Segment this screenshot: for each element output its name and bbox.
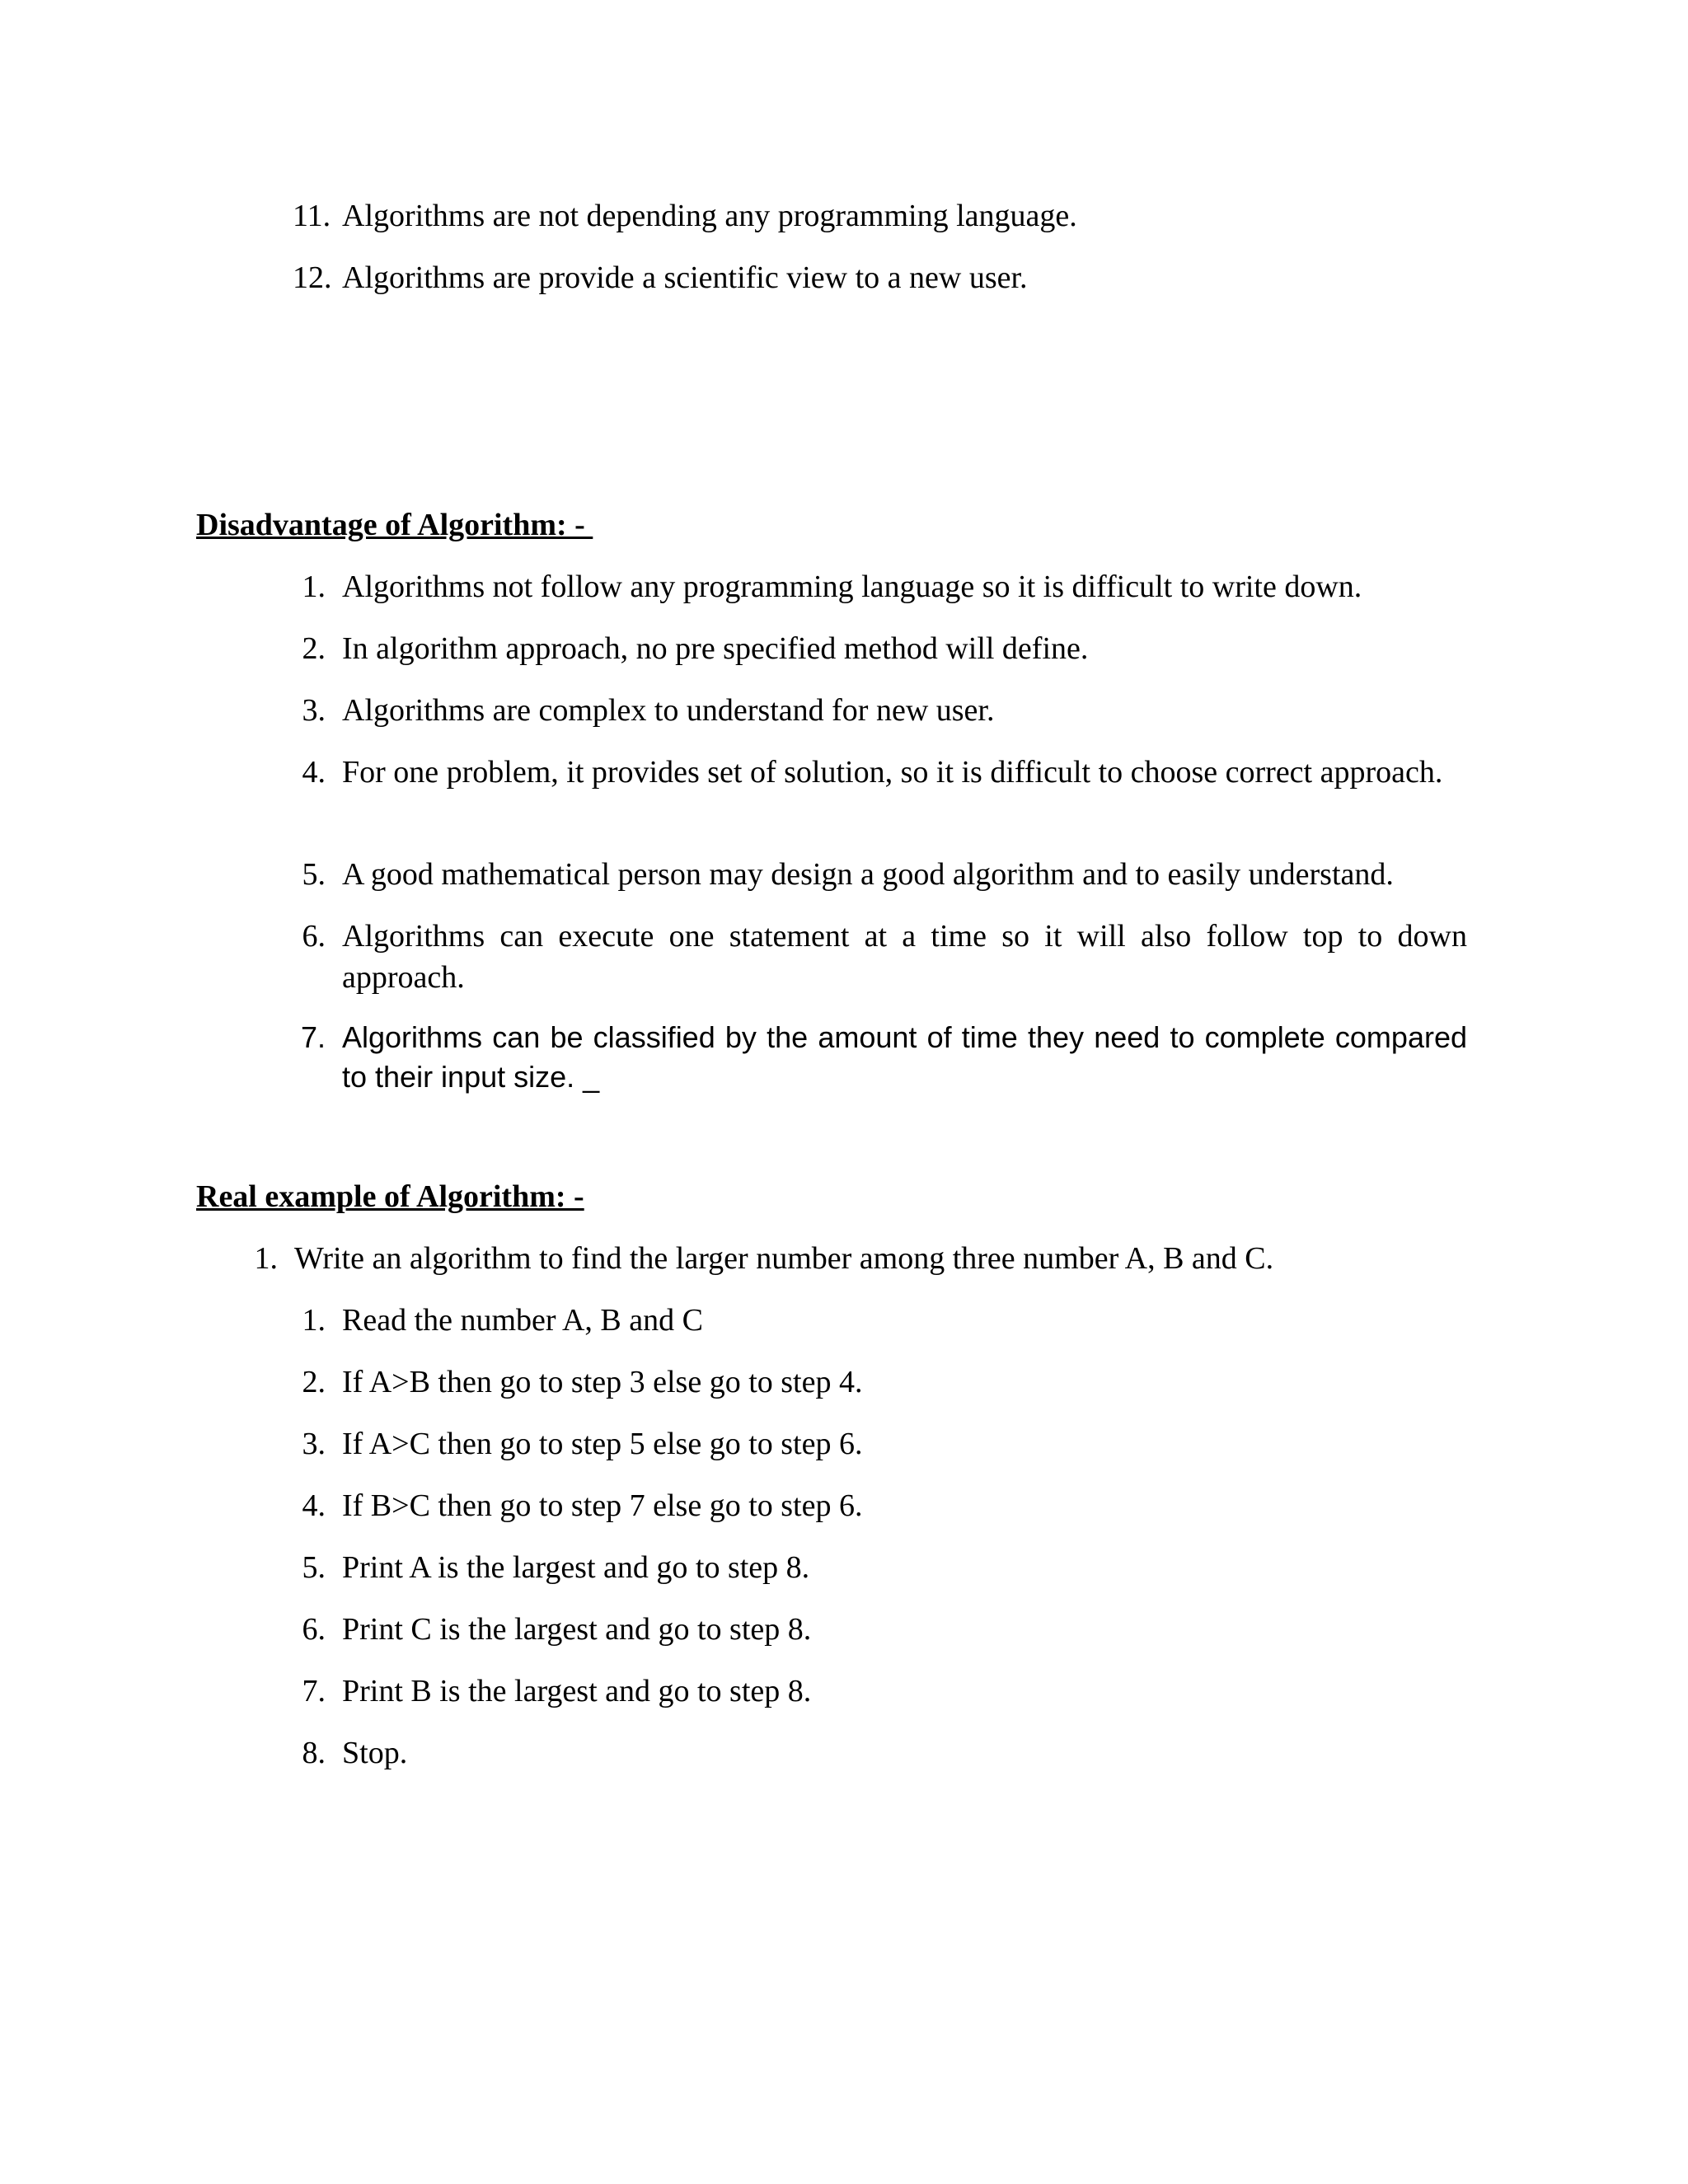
list-number: 5. [302,1550,326,1585]
list-number: 5. [302,857,326,892]
list-number: 4. [302,755,326,790]
list-text: If A>C then go to step 5 else go to step 6. [342,1427,863,1461]
list-text: Print B is the largest and go to step 8. [342,1674,812,1708]
list-number: 12. [293,260,332,295]
list-text: Stop. [342,1736,408,1770]
list-item [293,195,1467,237]
list-item [293,566,1467,607]
list-item [293,628,1467,669]
step-item [293,1671,1467,1712]
list-number: 11. [293,199,331,233]
list-number: 1. [302,569,326,604]
step-item [293,1361,1467,1403]
list-number: 6. [302,919,326,954]
list-number: 2. [302,631,326,666]
list-number: 8. [302,1736,326,1770]
list-text: In algorithm approach, no pre specified method will define. [342,631,1089,666]
list-text: If B>C then go to step 7 else go to step 6. [342,1488,863,1523]
list-text: If A>B then go to step 3 else go to step 4. [342,1365,863,1399]
list-text: Algorithms are complex to understand for new user. [342,693,995,728]
list-item [293,257,1467,298]
list-number: 6. [302,1612,326,1647]
list-text: Algorithms can execute one statement at a time so it will also follow top to down approach. [342,919,1467,995]
list-item [293,752,1467,793]
list-text: Print C is the largest and go to step 8. [342,1612,812,1647]
list-text: Write an algorithm to find the larger number among three number A, B and C. [294,1241,1274,1276]
list-text: Algorithms not follow any programming language so it is difficult to write down. [342,569,1362,604]
list-number: 3. [302,693,326,728]
list-text: Algorithms are provide a scientific view to a new user. [342,260,1028,295]
list-number: 3. [302,1427,326,1461]
list-item [293,854,1467,895]
step-item [293,1485,1467,1526]
list-text: Print A is the largest and go to step 8. [342,1550,810,1585]
section-heading-disadvantage: Disadvantage of Algorithm: - [196,508,593,542]
step-item [293,1300,1467,1341]
step-item [293,1423,1467,1465]
step-item [293,1732,1467,1774]
list-item [293,690,1467,731]
list-text: Read the number A, B and C [342,1303,703,1338]
step-item [293,1547,1467,1588]
list-number: 7. [302,1674,326,1708]
step-item [293,1609,1467,1650]
list-item [293,916,1467,998]
section-heading-real-example: Real example of Algorithm: - [196,1179,584,1214]
list-number: 7. [300,1020,326,1054]
list-text: Algorithms are not depending any programming language. [342,199,1077,233]
list-text: A good mathematical person may design a good algorithm and to easily understand. [342,857,1394,892]
list-item [293,1018,1467,1097]
list-number: 2. [302,1365,326,1399]
list-text: Algorithms can be classified by the amount of time they need to complete compared to their input size. _ [342,1020,1467,1094]
list-number: 1. [254,1241,278,1276]
list-number: 1. [302,1303,326,1338]
problem-statement [245,1238,1419,1279]
list-text: For one problem, it provides set of solution, so it is difficult to choose correct approach. [342,755,1443,790]
list-number: 4. [302,1488,326,1523]
